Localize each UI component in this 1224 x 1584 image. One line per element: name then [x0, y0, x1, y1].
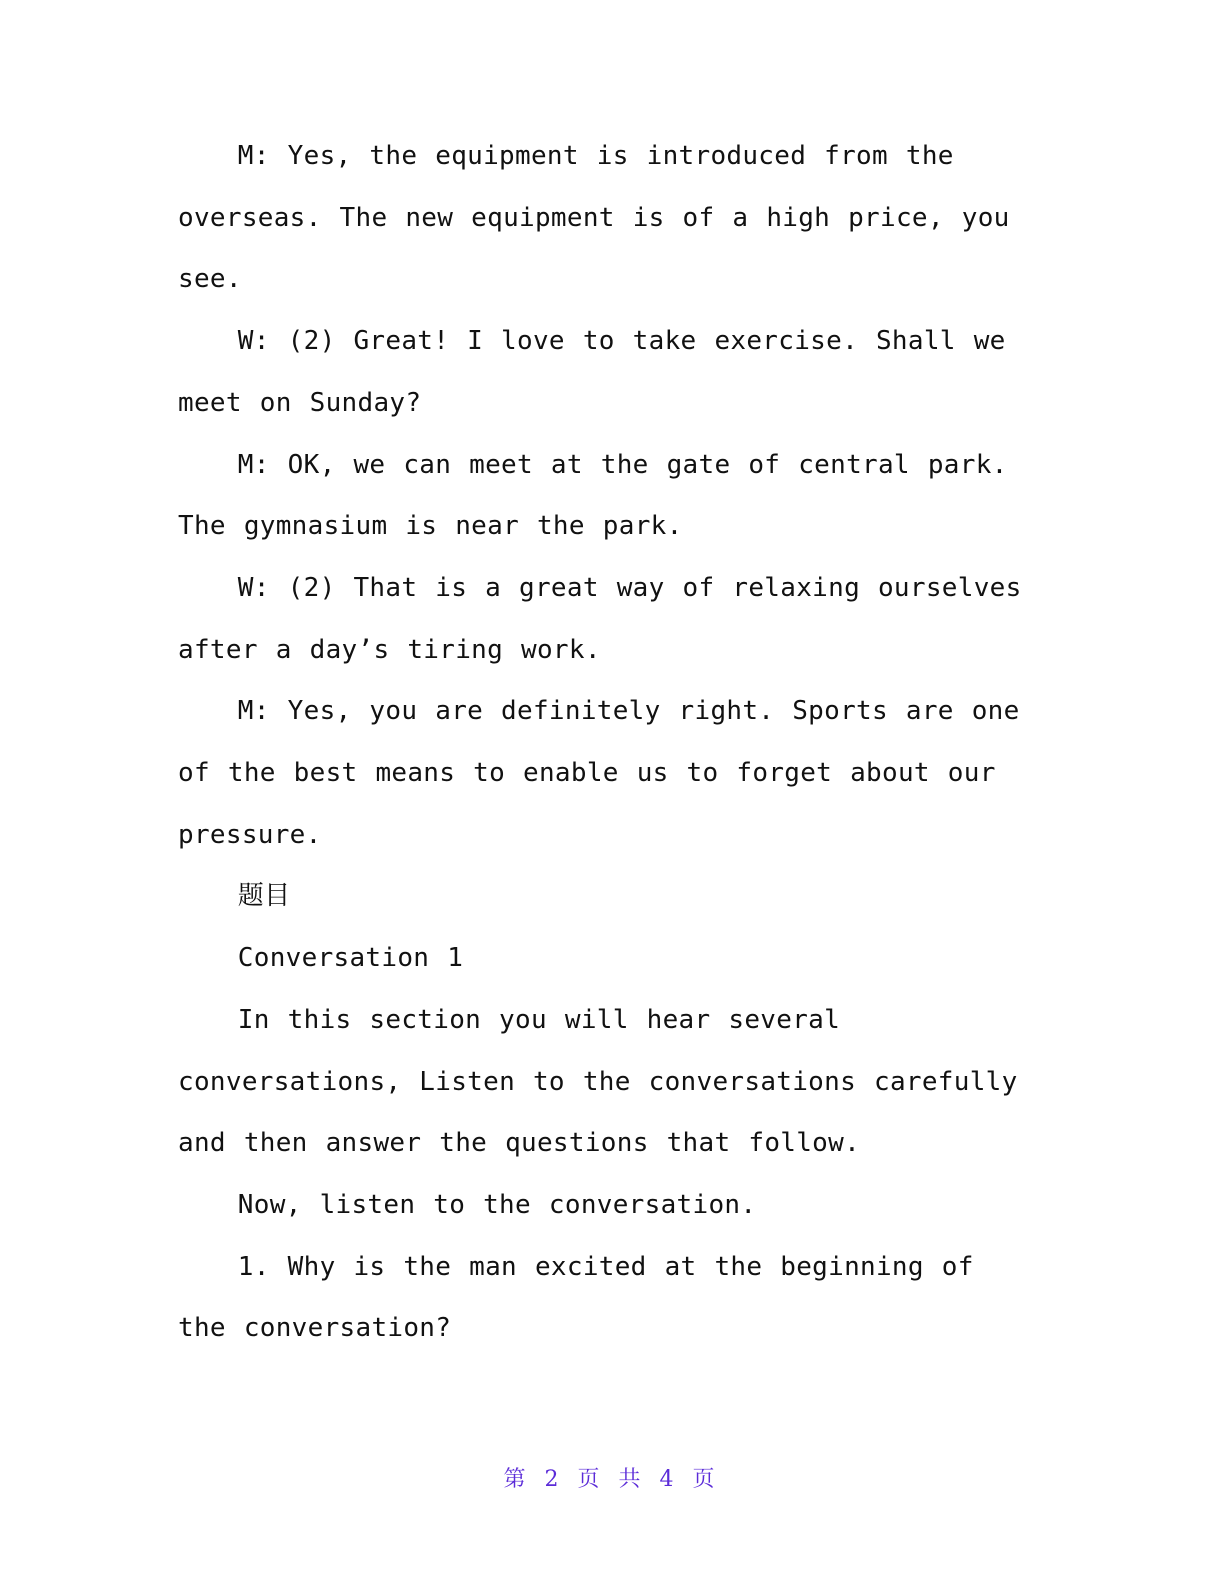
page-number-footer: 第 2 页 共 4 页	[503, 1467, 721, 1492]
document-body	[178, 126, 1024, 1360]
dialogue-line-m-equipment: M: Yes, the equipment is introduced from the overseas. The new equipment is of a high price, you see.	[178, 141, 1010, 295]
question-1: 1. Why is the man excited at the beginning of the conversation?	[178, 1251, 974, 1344]
conversation-heading: Conversation 1	[237, 943, 464, 974]
dialogue-line-w-exercise: W: (2) Great! I love to take exercise. Shall we meet on Sunday?	[178, 326, 1006, 418]
listen-instruction: Now, listen to the conversation.	[237, 1189, 757, 1220]
dialogue-line-m-sports: M: Yes, you are definitely right. Sports are one of the best means to enable us to forget about our pressure.	[178, 696, 1020, 850]
section-instructions: In this section you will hear several conversations, Listen to the conversations carefully and then answer the questions that follow.	[178, 1004, 1018, 1159]
section-heading-questions: 题目	[237, 881, 291, 912]
dialogue-line-m-meet-park: M: OK, we can meet at the gate of central park. The gymnasium is near the park.	[178, 449, 1008, 542]
dialogue-line-w-relaxing: W: (2) That is a great way of relaxing ourselves after a day’s tiring work.	[178, 572, 1022, 665]
